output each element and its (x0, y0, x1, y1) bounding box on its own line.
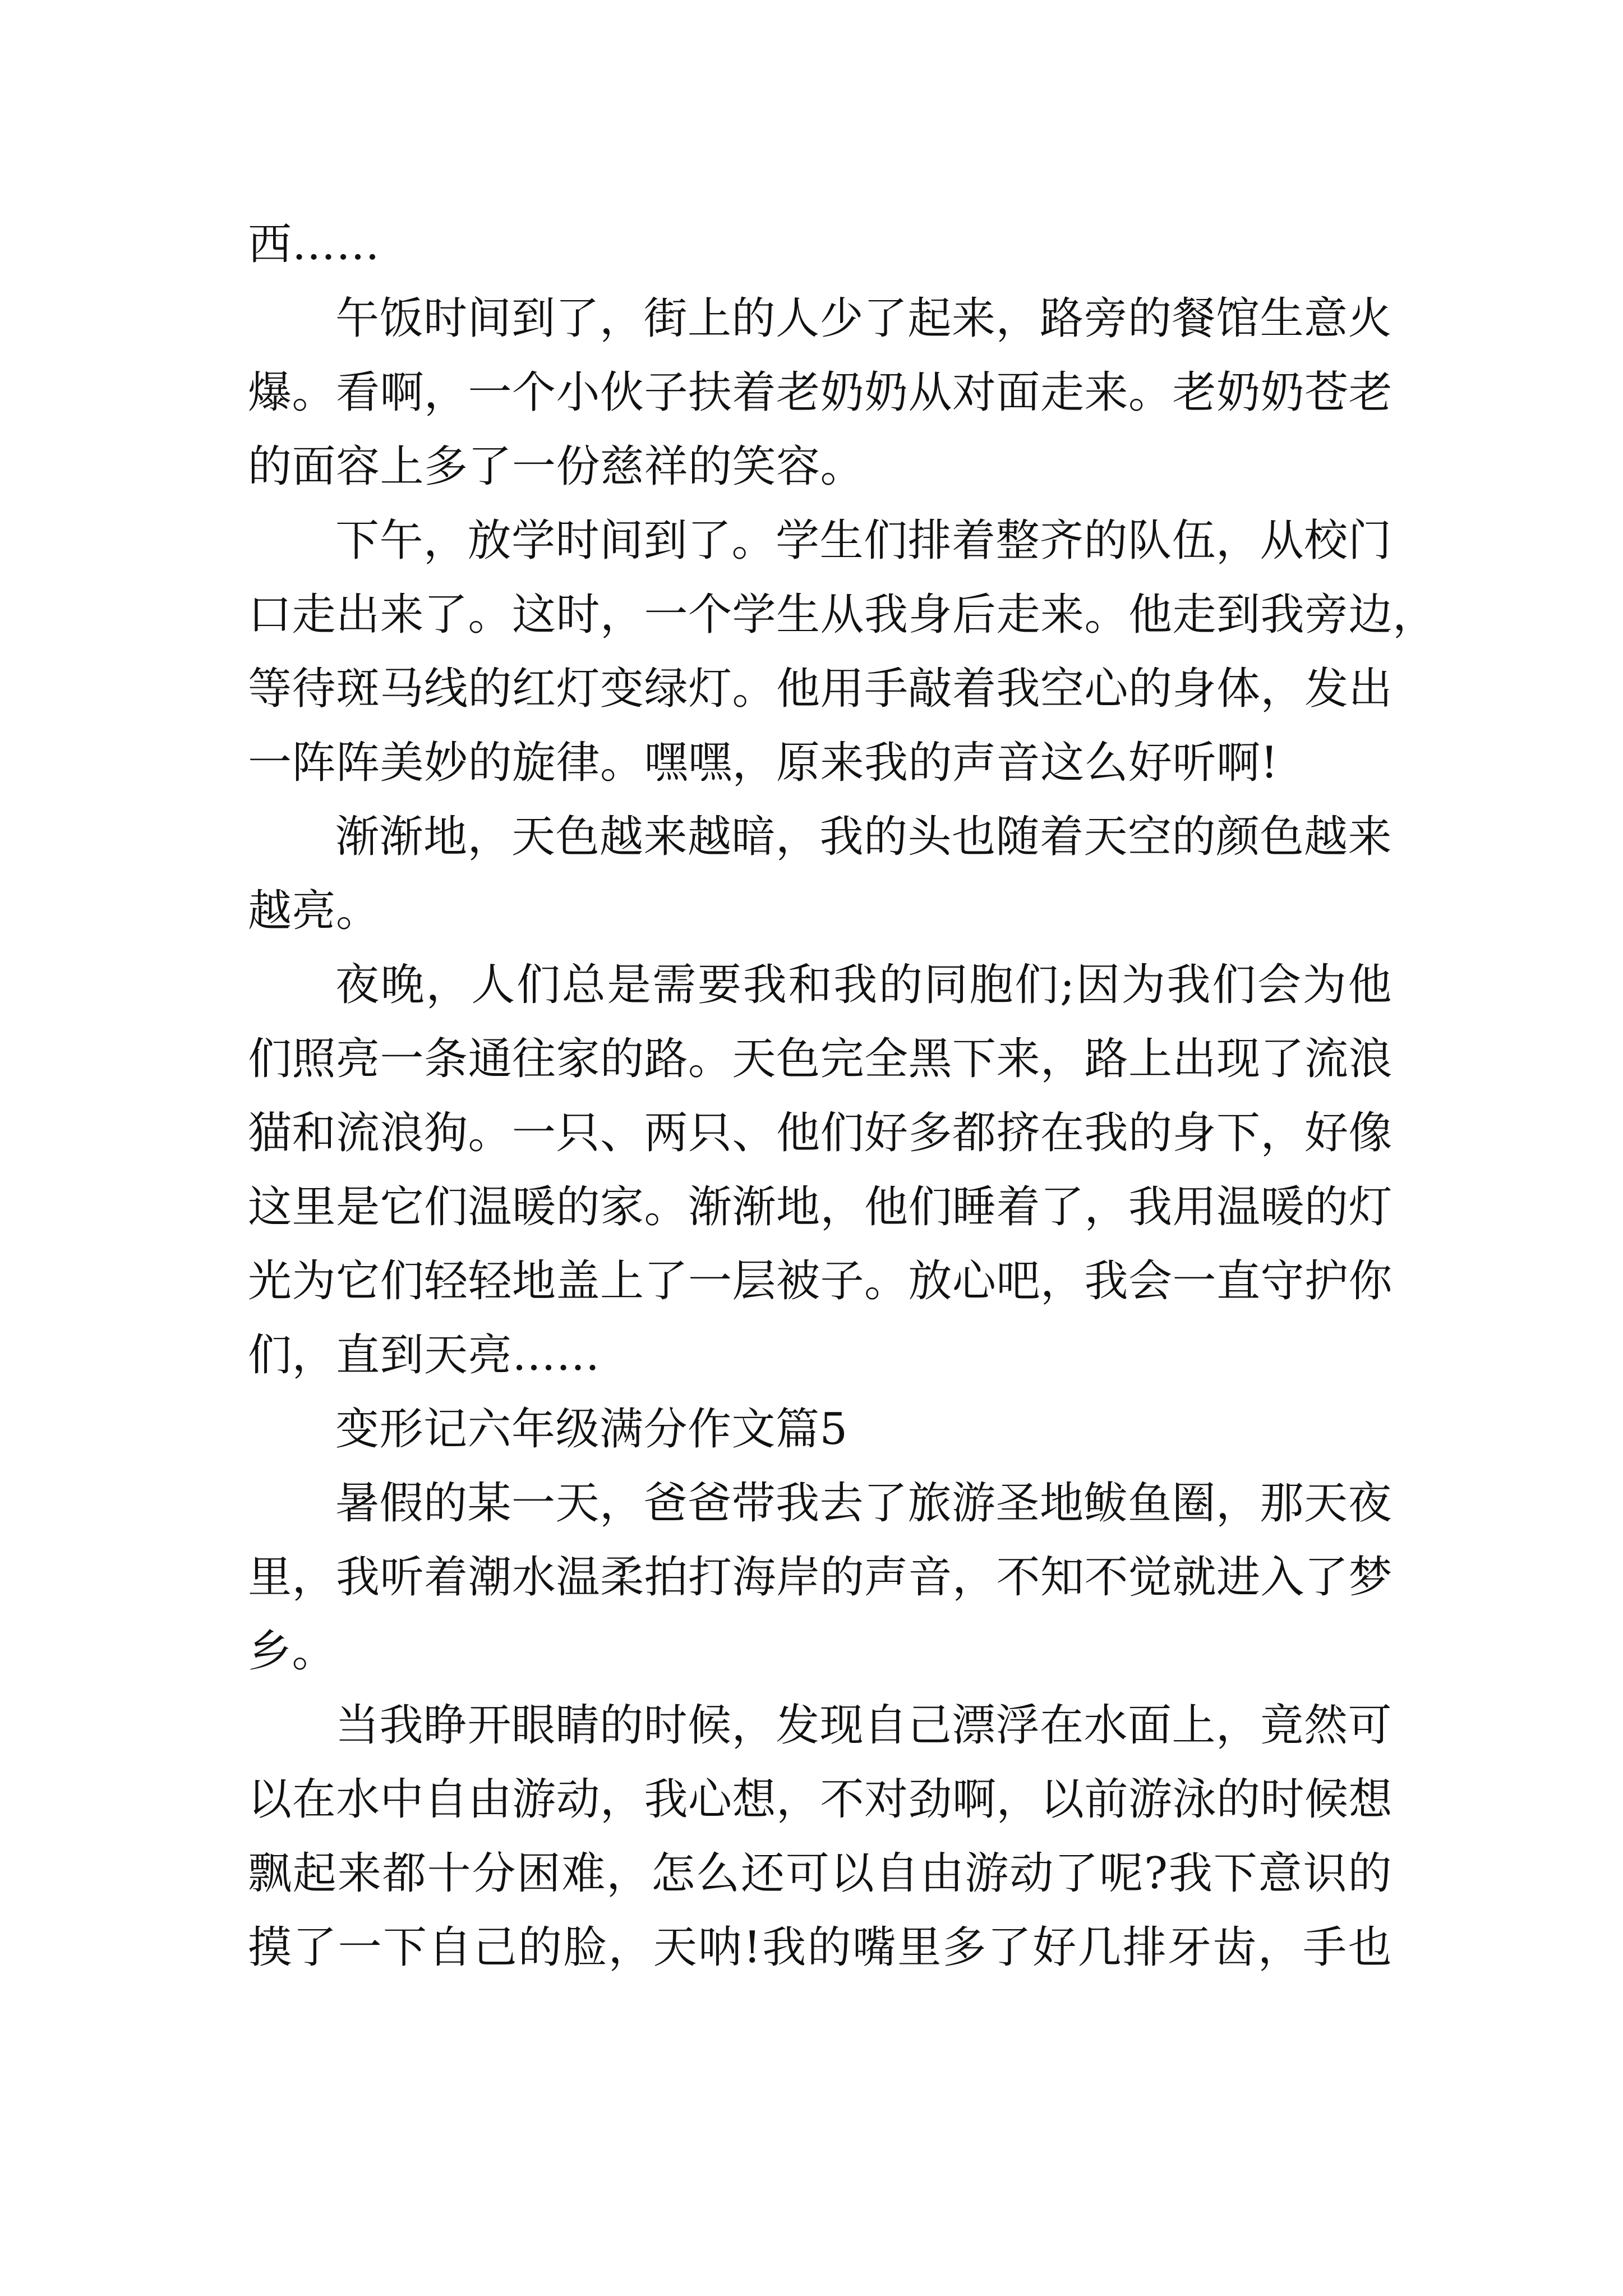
text-line: 爆。看啊，一个小伙子扶着老奶奶从对面走来。老奶奶苍老 (248, 367, 1393, 418)
text-line: 里，我听着潮水温柔拍打海岸的声音，不知不觉就进入了梦 (248, 1552, 1393, 1603)
text-line: 渐渐地，天色越来越暗，我的头也随着天空的颜色越来 (335, 812, 1393, 862)
text-line: 们照亮一条通往家的路。天色完全黑下来，路上出现了流浪 (248, 1034, 1393, 1084)
text-line: 下午，放学时间到了。学生们排着整齐的队伍，从校门 (335, 516, 1393, 566)
text-line: 当我睁开眼睛的时候，发现自己漂浮在水面上，竟然可 (335, 1700, 1393, 1751)
text-line: 午饭时间到了，街上的人少了起来，路旁的餐馆生意火 (335, 293, 1393, 344)
text-line: 光为它们轻轻地盖上了一层被子。放心吧，我会一直守护你 (248, 1256, 1393, 1306)
text-line: 暑假的某一天，爸爸带我去了旅游圣地鲅鱼圈，那天夜 (335, 1478, 1393, 1529)
text-line: 越亮。 (248, 886, 380, 936)
text-line: 猫和流浪狗。一只、两只、他们好多都挤在我的身下，好像 (248, 1108, 1393, 1158)
text-line: 夜晚，人们总是需要我和我的同胞们;因为我们会为他 (335, 960, 1392, 1010)
text-line: 摸了一下自己的脸，天呐!我的嘴里多了好几排牙齿，手也 (248, 1922, 1392, 1973)
text-line: 一阵阵美妙的旋律。嘿嘿，原来我的声音这么好听啊! (248, 738, 1279, 788)
text-line: 乡。 (248, 1626, 336, 1677)
text-line: 飘起来都十分困难，怎么还可以自由游动了呢?我下意识的 (248, 1848, 1392, 1899)
text-line: 等待斑马线的红灯变绿灯。他用手敲着我空心的身体，发出 (248, 664, 1393, 714)
text-line: 口走出来了。这时，一个学生从我身后走来。他走到我旁边， (248, 590, 1437, 640)
text-line: 们，直到天亮…… (248, 1330, 601, 1381)
text-line: 的面容上多了一份慈祥的笑容。 (248, 441, 865, 492)
text-line: 以在水中自由游动，我心想，不对劲啊，以前游泳的时候想 (248, 1774, 1393, 1825)
text-line: 西…… (248, 219, 380, 270)
document-body-text (248, 208, 1437, 1985)
text-line: 变形记六年级满分作文篇5 (335, 1404, 848, 1455)
text-line: 这里是它们温暖的家。渐渐地，他们睡着了，我用温暖的灯 (248, 1182, 1393, 1232)
